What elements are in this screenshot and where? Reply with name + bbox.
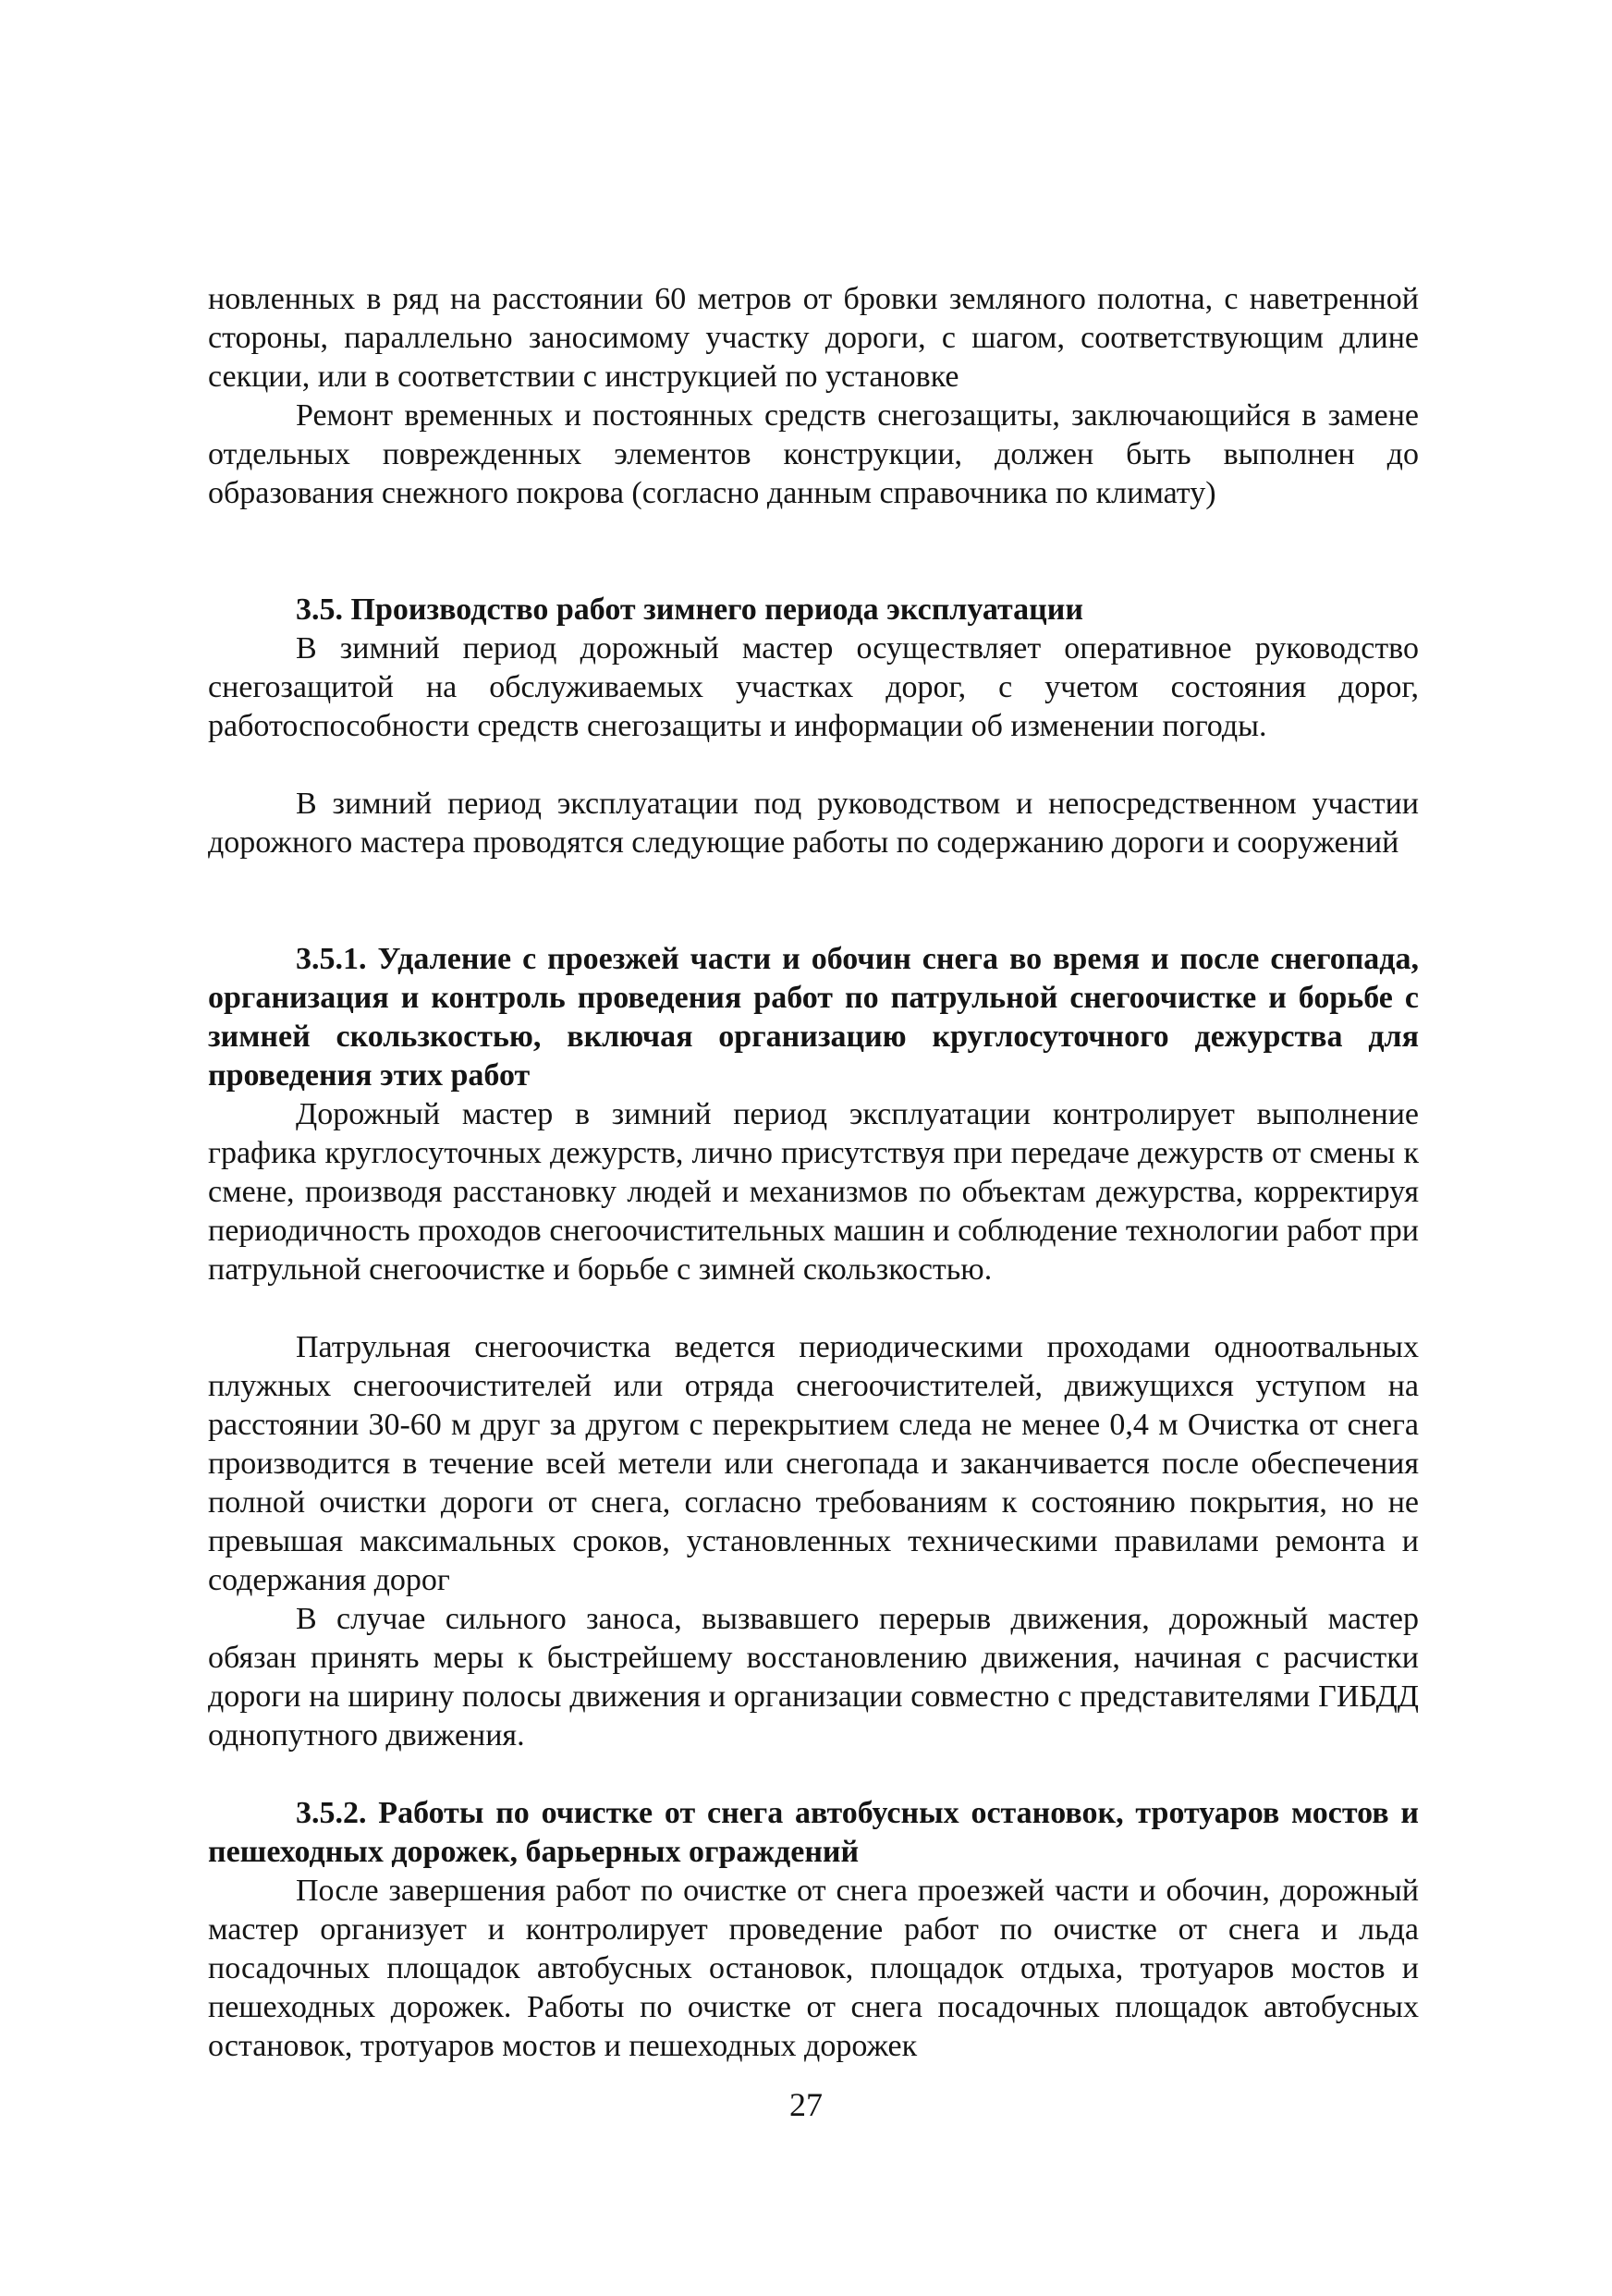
paragraph-heavy-drift: В случае сильного заноса, вызвавшего перерыв движения, дорожный мастер обязан принять меры к быстрейшему восстановлению движения, начиная с расчистки дороги на ширину полосы движения и организации совместно с представителями ГИБДД однопутного движения. [208, 1602, 1419, 1753]
paragraph-snow-protection-repair: Ремонт временных и постоянных средств снегозащиты, заключающийся в замене отдельных поврежденных элементов конструкции, должен быть выполнен до образования снежного покрова (согласно данным справочника по климату) [208, 398, 1419, 510]
page-number: 27 [789, 2086, 823, 2123]
paragraph-patrol-cleaning: Патрульная снегоочистка ведется периодическими проходами одноотвальных плужных снегоочистителей или отряда снегоочистителей, движущихся уступом на расстоянии 30-60 м друг за другом с перекрытием следа не менее 0,4 м Очистка от снега производится в течение всей метели или снегопада и заканчивается после обеспечения полной очистки дороги от снега, согласно требованиям к состоянию покрытия, но не превышая максимальных сроков, установленных техническими правилами ремонта и содержания дорог [208, 1330, 1419, 1597]
section-heading-3-5-1: 3.5.1. Удаление с проезжей части и обочин снега во время и после снегопада, организация и контроль проведения работ по патрульной снегоочистке и борьбе с зимней скользкостью, включая организацию круглосуточного дежурства для проведения этих работ [208, 942, 1419, 1093]
paragraph-continuation: новленных в ряд на расстоянии 60 метров от бровки земляного полотна, с наветренной стороны, параллельно заносимому участку дороги, с шагом, соответствующим длине секции, или в соответствии с инструкцией по установке [208, 282, 1419, 394]
paragraph-bus-stops-cleaning: После завершения работ по очистке от снега проезжей части и обочин, дорожный мастер организует и контролирует проведение работ по очистке от снега и льда посадочных площадок автобусных остановок, площадок отдыха, тротуаров мостов и пешеходных дорожек. Работы по очистке от снега посадочных площадок автобусных остановок, тротуаров мостов и пешеходных дорожек [208, 1874, 1419, 2063]
paragraph-winter-works-list: В зимний период эксплуатации под руководством и непосредственном участии дорожного мастера проводятся следующие работы по содержанию дороги и сооружений [208, 787, 1419, 860]
section-heading-3-5: 3.5. Производство работ зимнего периода эксплуатации [296, 592, 1083, 627]
section-heading-3-5-2: 3.5.2. Работы по очистке от снега автобусных остановок, тротуаров мостов и пешеходных дорожек, барьерных ограждений [208, 1796, 1419, 1869]
paragraph-winter-management: В зимний период дорожный мастер осуществляет оперативное руководство снегозащитой на обслуживаемых участках дорог, с учетом состояния дорог, работоспособности средств снегозащиты и информации об изменении погоды. [208, 631, 1419, 743]
paragraph-duty-control: Дорожный мастер в зимний период эксплуатации контролирует выполнение графика круглосуточных дежурств, лично присутствуя при передаче дежурств от смены к смене, производя расстановку людей и механизмов по объектам дежурства, корректируя периодичность проходов снегоочистительных машин и соблюдение технологии работ при патрульной снегоочистке и борьбе с зимней скользкостью. [208, 1097, 1419, 1287]
